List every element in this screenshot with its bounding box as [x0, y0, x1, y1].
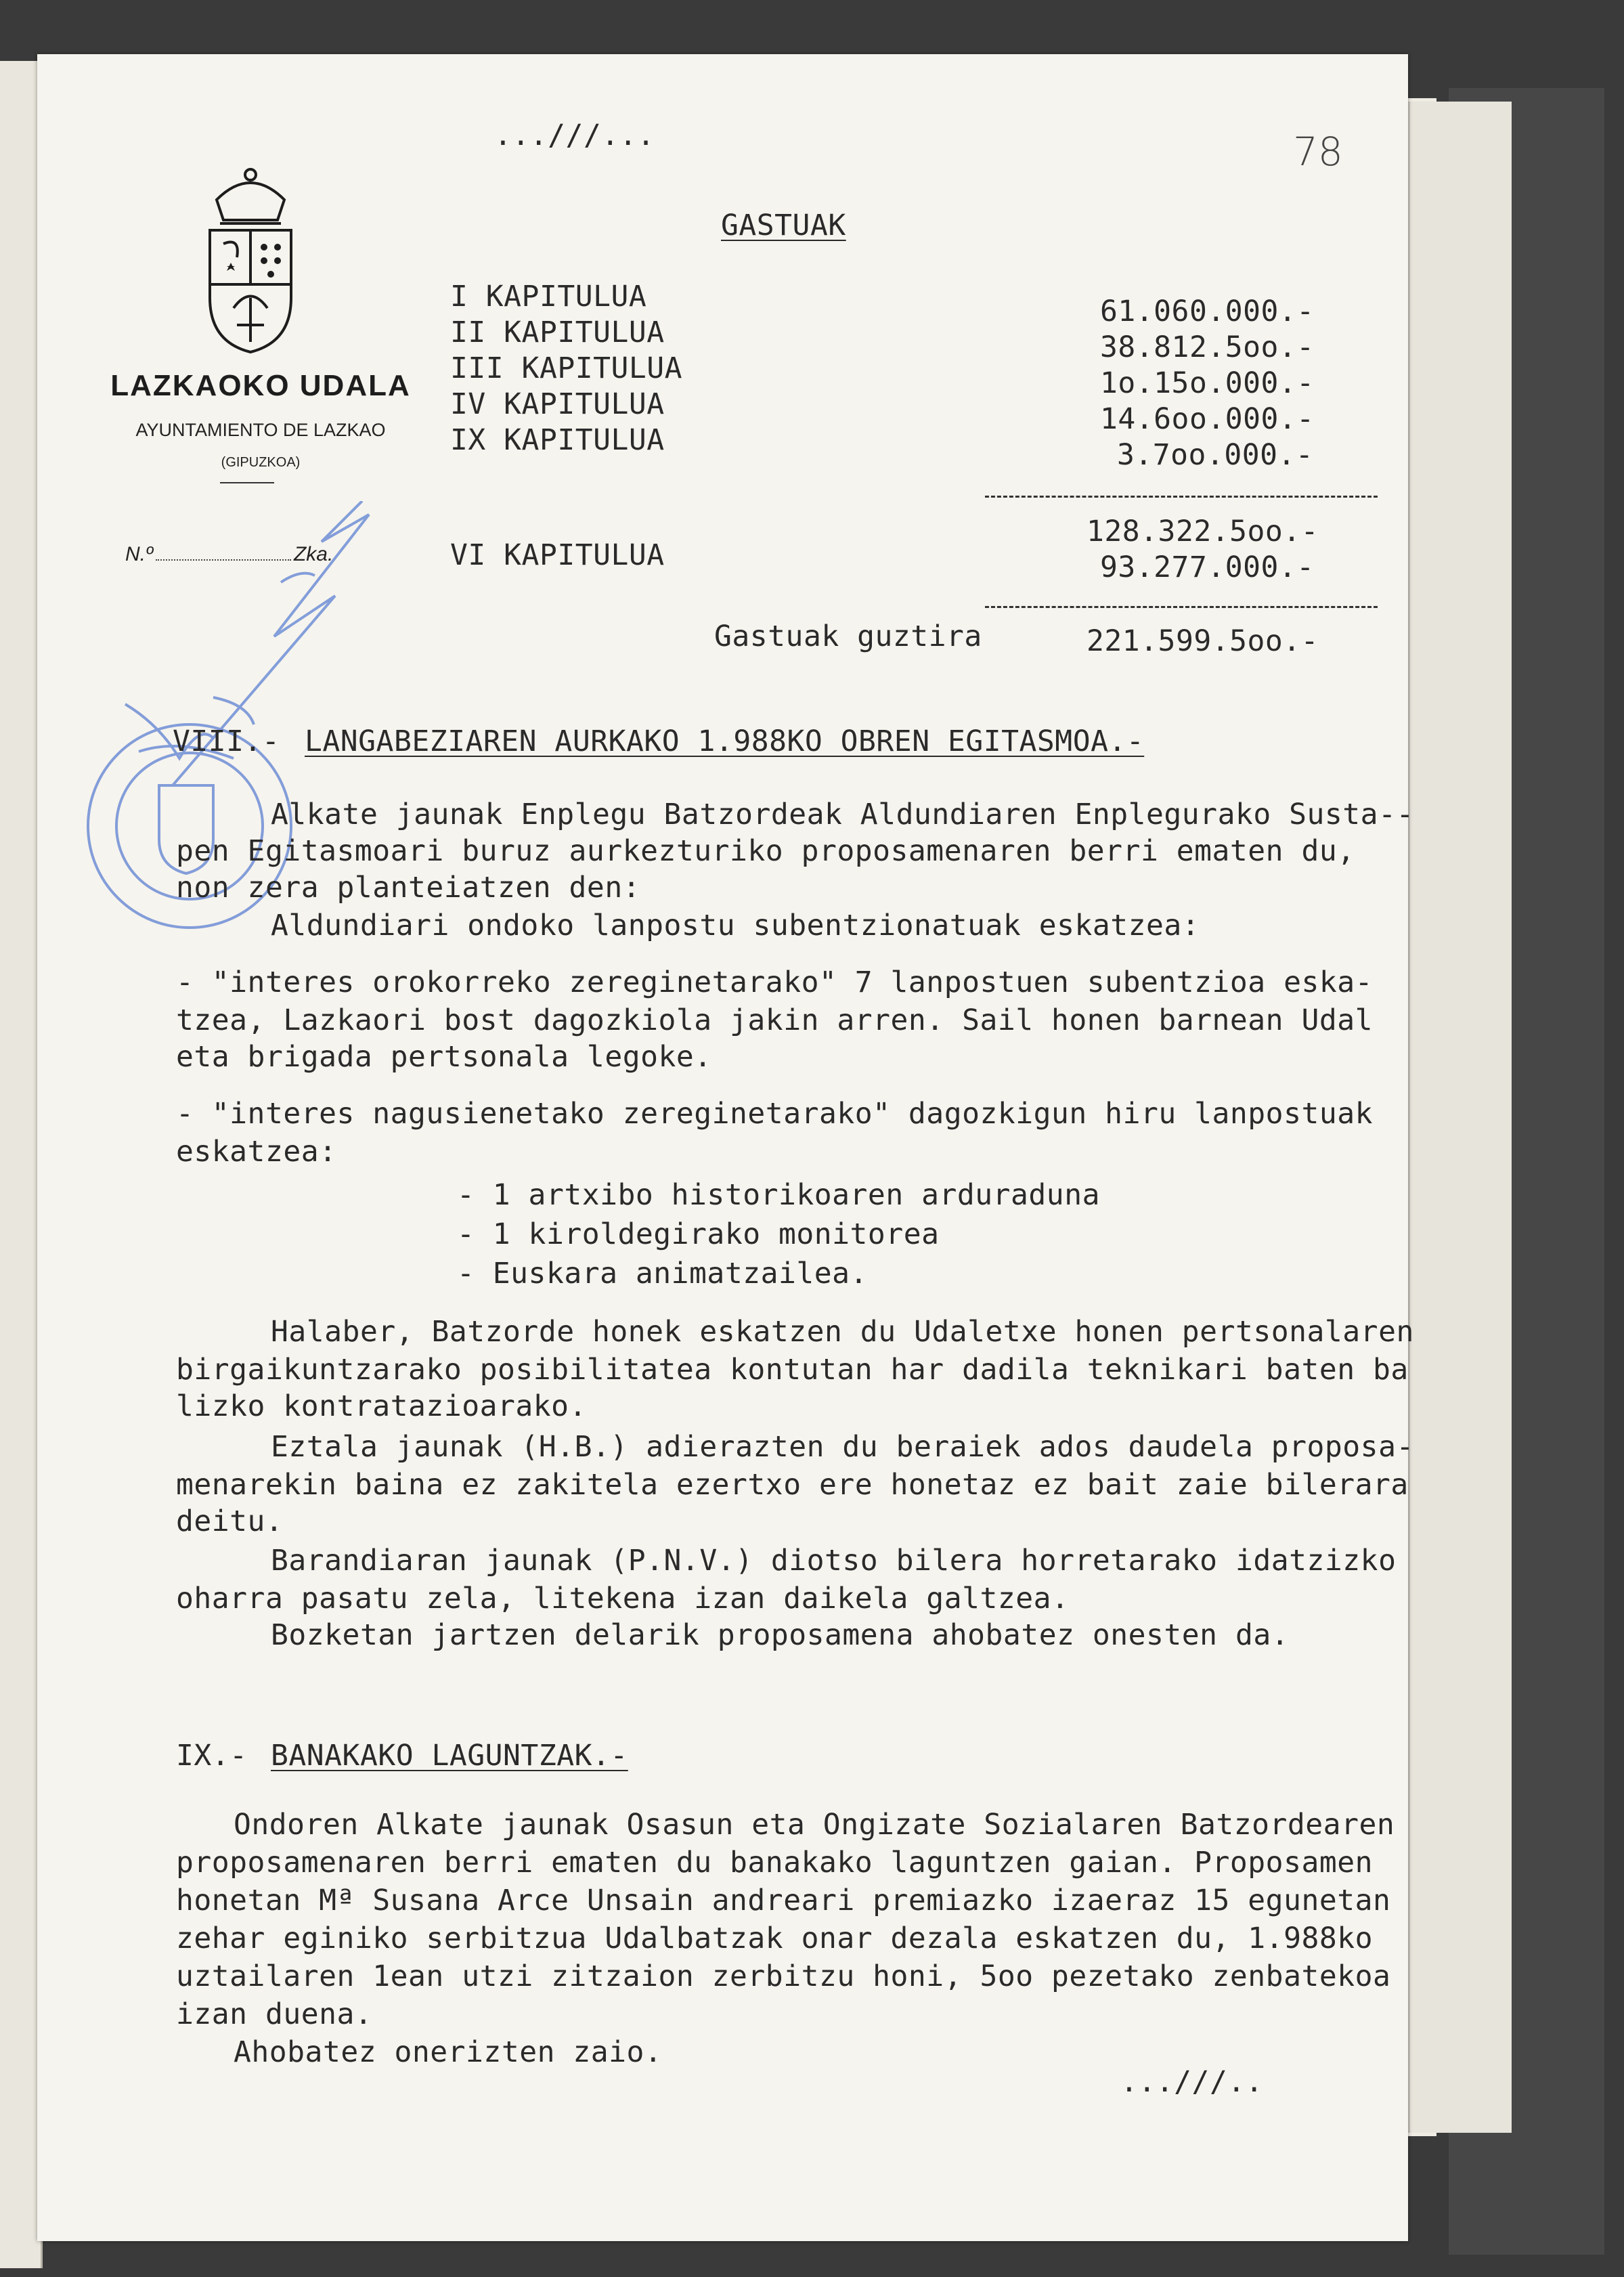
- letterhead-divider: [220, 482, 274, 483]
- chapter-amount: 61.060.000.-: [1100, 295, 1315, 328]
- subtotal-amount: 128.322.5oo.-: [1087, 515, 1319, 548]
- continuation-bottom: ...///..: [1120, 2065, 1264, 2099]
- page-number: 78: [1293, 129, 1343, 175]
- total-rule: [985, 606, 1378, 608]
- chapter-amount: 1o.15o.000.-: [1100, 366, 1315, 400]
- body-line: Bozketan jartzen delarik proposamena ahobatez onesten da.: [271, 1618, 1290, 1652]
- body-line: Barandiaran jaunak (P.N.V.) diotso bilera horretarako idatzizko: [271, 1544, 1397, 1578]
- body-line: Alkate jaunak Enplegu Batzordeak Aldundiaren Enplegurako Susta--: [271, 798, 1414, 831]
- body-line: birgaikuntzarako posibilitatea kontutan har dadila teknikari baten ba: [176, 1353, 1409, 1387]
- body-line: eskatzea:: [176, 1135, 337, 1169]
- coat-of-arms-icon: [193, 162, 308, 359]
- page-stack: [1408, 102, 1512, 2133]
- chapter-vi-amount: 93.277.000.-: [1100, 550, 1315, 584]
- body-line: Aldundiari ondoko lanpostu subentzionatuak eskatzea:: [271, 909, 1200, 942]
- chapter-amount: 14.6oo.000.-: [1100, 402, 1315, 436]
- body-line: Ondoren Alkate jaunak Osasun eta Ongizate Sozialaren Batzordearen: [234, 1808, 1395, 1842]
- body-line: pen Egitasmoari buruz aurkezturiko proposamenaren berri ematen du,: [176, 834, 1355, 868]
- body-line: - "interes orokorreko zereginetarako" 7 lanpostuen subentzioa eska-: [176, 966, 1374, 999]
- zka-label: Zka.: [293, 543, 334, 565]
- section-ix-number: IX.-: [176, 1739, 248, 1773]
- total-label: Gastuak guztira: [714, 620, 982, 653]
- body-line: zehar eginiko serbitzua Udalbatzak onar dezala eskatzen du, 1.988ko: [176, 1922, 1374, 1955]
- body-line: oharra pasatu zela, litekena izan daikela galtzea.: [176, 1582, 1070, 1615]
- body-line: deitu.: [176, 1504, 284, 1538]
- facing-page-edge: [0, 61, 43, 2268]
- body-line: proposamenaren berri ematen du banakako laguntzen gaian. Proposamen: [176, 1846, 1374, 1880]
- list-item: - Euskara animatzailea.: [457, 1257, 868, 1291]
- chapter-amount: 38.812.5oo.-: [1100, 330, 1315, 364]
- section-viii-number: VIII.-: [173, 724, 280, 758]
- total-amount: 221.599.5oo.-: [1087, 624, 1319, 658]
- gastuak-title: GASTUAK: [721, 209, 846, 242]
- body-line: honetan Mª Susana Arce Unsain andreari premiazko izaeraz 15 egunetan: [176, 1884, 1391, 1917]
- section-ix-title: BANAKAKO LAGUNTZAK.-: [271, 1739, 628, 1773]
- chapter-label: II KAPITULUA: [450, 316, 665, 349]
- body-line: Ahobatez onerizten zaio.: [234, 2035, 663, 2069]
- body-line: Eztala jaunak (H.B.) adierazten du beraiek ados daudela proposa-: [271, 1430, 1414, 1464]
- subtotal-rule: [985, 496, 1378, 498]
- chapter-label: I KAPITULUA: [450, 280, 647, 313]
- body-line: eta brigada pertsonala legoke.: [176, 1040, 712, 1074]
- body-line: - "interes nagusienetako zereginetarako" dagozkigun hiru lanpostuak: [176, 1097, 1374, 1131]
- chapter-amount: 3.7oo.000.-: [1117, 438, 1314, 472]
- body-line: menarekin baina ez zakitela ezertxo ere honetaz ez bait zaie bilerara: [176, 1468, 1409, 1502]
- letterhead-name: LAZKAOKO UDALA: [110, 369, 411, 402]
- chapter-label: III KAPITULUA: [450, 351, 683, 385]
- body-line: non zera planteiatzen den:: [176, 871, 641, 905]
- number-label: N.º: [125, 543, 153, 565]
- blue-seal-stamp-icon: [78, 501, 416, 1029]
- letterhead-province: (GIPUZKOA): [221, 455, 301, 470]
- list-item: - 1 artxibo historikoaren arduraduna: [457, 1178, 1100, 1212]
- body-line: Halaber, Batzorde honek eskatzen du Udaletxe honen pertsonalaren: [271, 1315, 1414, 1349]
- chapter-vi-label: VI KAPITULUA: [450, 538, 665, 572]
- chapter-label: IX KAPITULUA: [450, 423, 665, 457]
- body-line: izan duena.: [176, 1997, 373, 2031]
- body-line: tzea, Lazkaori bost dagozkiola jakin arren. Sail honen barnean Udal: [176, 1003, 1374, 1037]
- document-page: [37, 54, 1414, 2241]
- chapter-label: IV KAPITULUA: [450, 387, 665, 421]
- letterhead-subtitle: AYUNTAMIENTO DE LAZKAO: [135, 420, 386, 440]
- list-item: - 1 kiroldegirako monitorea: [457, 1217, 940, 1251]
- continuation-top: ...///...: [494, 118, 655, 152]
- section-viii-title: LANGABEZIAREN AURKAKO 1.988KO OBREN EGITASMOA.-: [305, 724, 1145, 758]
- body-line: uztailaren 1ean utzi zitzaion zerbitzu honi, 5oo pezetako zenbatekoa: [176, 1959, 1391, 1993]
- body-line: lizko kontratazioarako.: [176, 1389, 587, 1423]
